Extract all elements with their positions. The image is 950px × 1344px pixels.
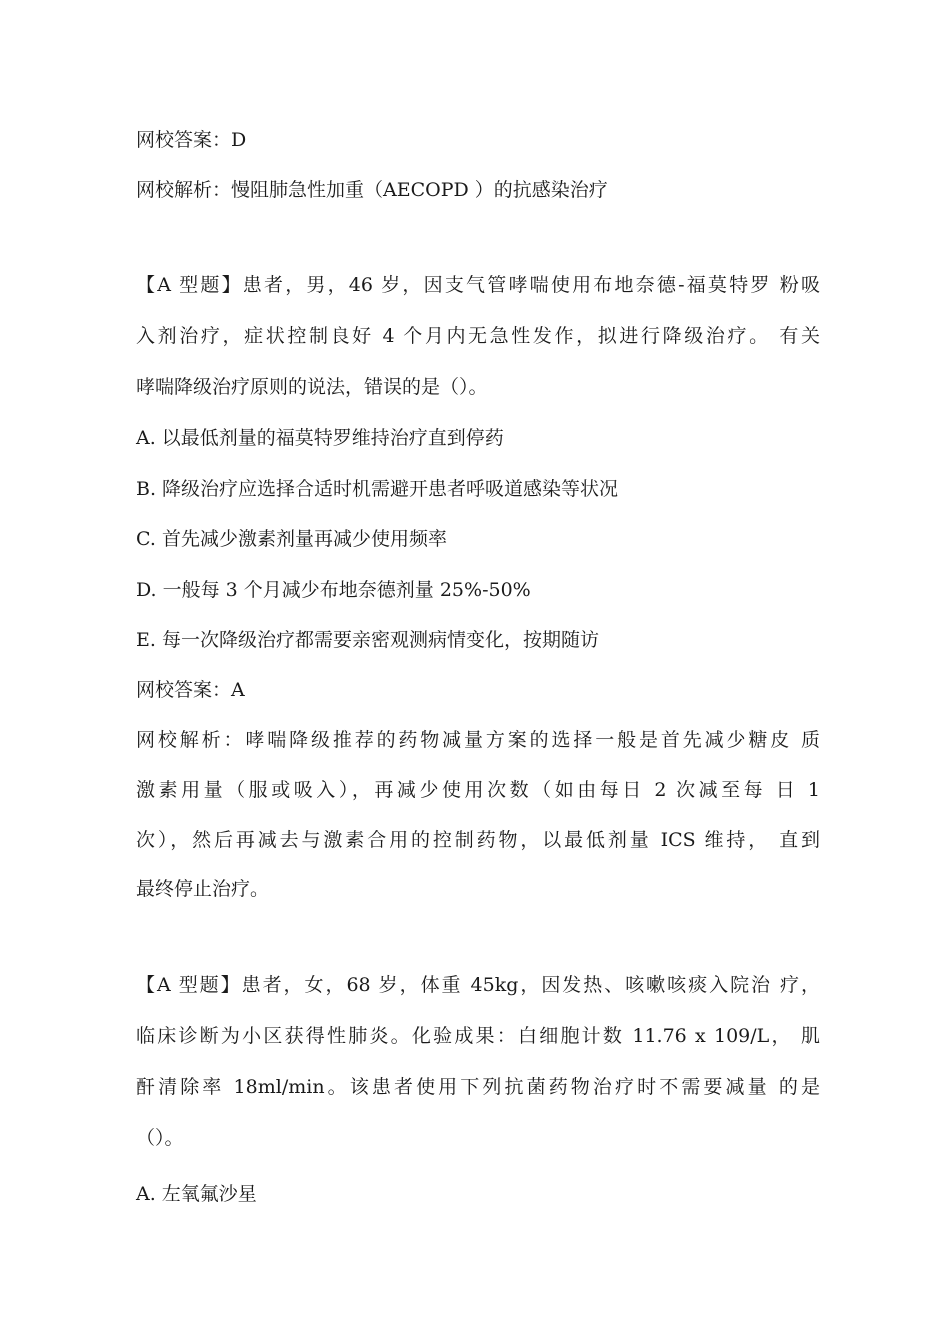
question-stem-line: 【A 型题】患者，男，46 岁，因支气管哮喘使用布地奈德-福莫特罗 粉吸	[136, 274, 820, 296]
answer: 网校答案：A	[136, 679, 245, 701]
question-stem-line: 临床诊断为小区获得性肺炎。化验成果：白细胞计数 11.76 x 109/L， 肌	[136, 1025, 820, 1047]
prev-analysis: 网校解析：慢阻肺急性加重（AECOPD ）的抗感染治疗	[136, 179, 608, 201]
option-d: D. 一般每 3 个月减少布地奈德剂量 25%-50%	[136, 579, 531, 601]
option-a: A. 以最低剂量的福莫特罗维持治疗直到停药	[136, 427, 504, 449]
question-stem-line: 入剂治疗，症状控制良好 4 个月内无急性发作，拟进行降级治疗。 有关	[136, 325, 820, 347]
option-e: E. 每一次降级治疗都需要亲密观测病情变化，按期随访	[136, 629, 599, 651]
option-b: B. 降级治疗应选择合适时机需避开患者呼吸道感染等状况	[136, 478, 619, 500]
option-c: C. 首先减少激素剂量再减少使用频率	[136, 528, 447, 550]
question-stem-line: 酐清除率 18ml/min。该患者使用下列抗菌药物治疗时不需要减量 的是	[136, 1076, 820, 1098]
option-a: A. 左氧氟沙星	[136, 1183, 257, 1205]
analysis-line: 网校解析：哮喘降级推荐的药物减量方案的选择一般是首先减少糖皮 质	[136, 729, 820, 751]
prev-answer: 网校答案：D	[136, 129, 247, 151]
question-stem-line: 哮喘降级治疗原则的说法，错误的是（）。	[136, 376, 488, 398]
analysis-line: 激素用量（服或吸入），再减少使用次数（如由每日 2 次减至每 日 1	[136, 779, 820, 801]
analysis-line: 次），然后再减去与激素合用的控制药物，以最低剂量 ICS 维持， 直到	[136, 829, 820, 851]
analysis-line: 最终停止治疗。	[136, 878, 270, 900]
question-stem-line: 【A 型题】患者，女，68 岁，体重 45kg，因发热、咳嗽咳痰入院治 疗，	[136, 974, 820, 996]
question-stem-line: （）。	[136, 1127, 184, 1149]
